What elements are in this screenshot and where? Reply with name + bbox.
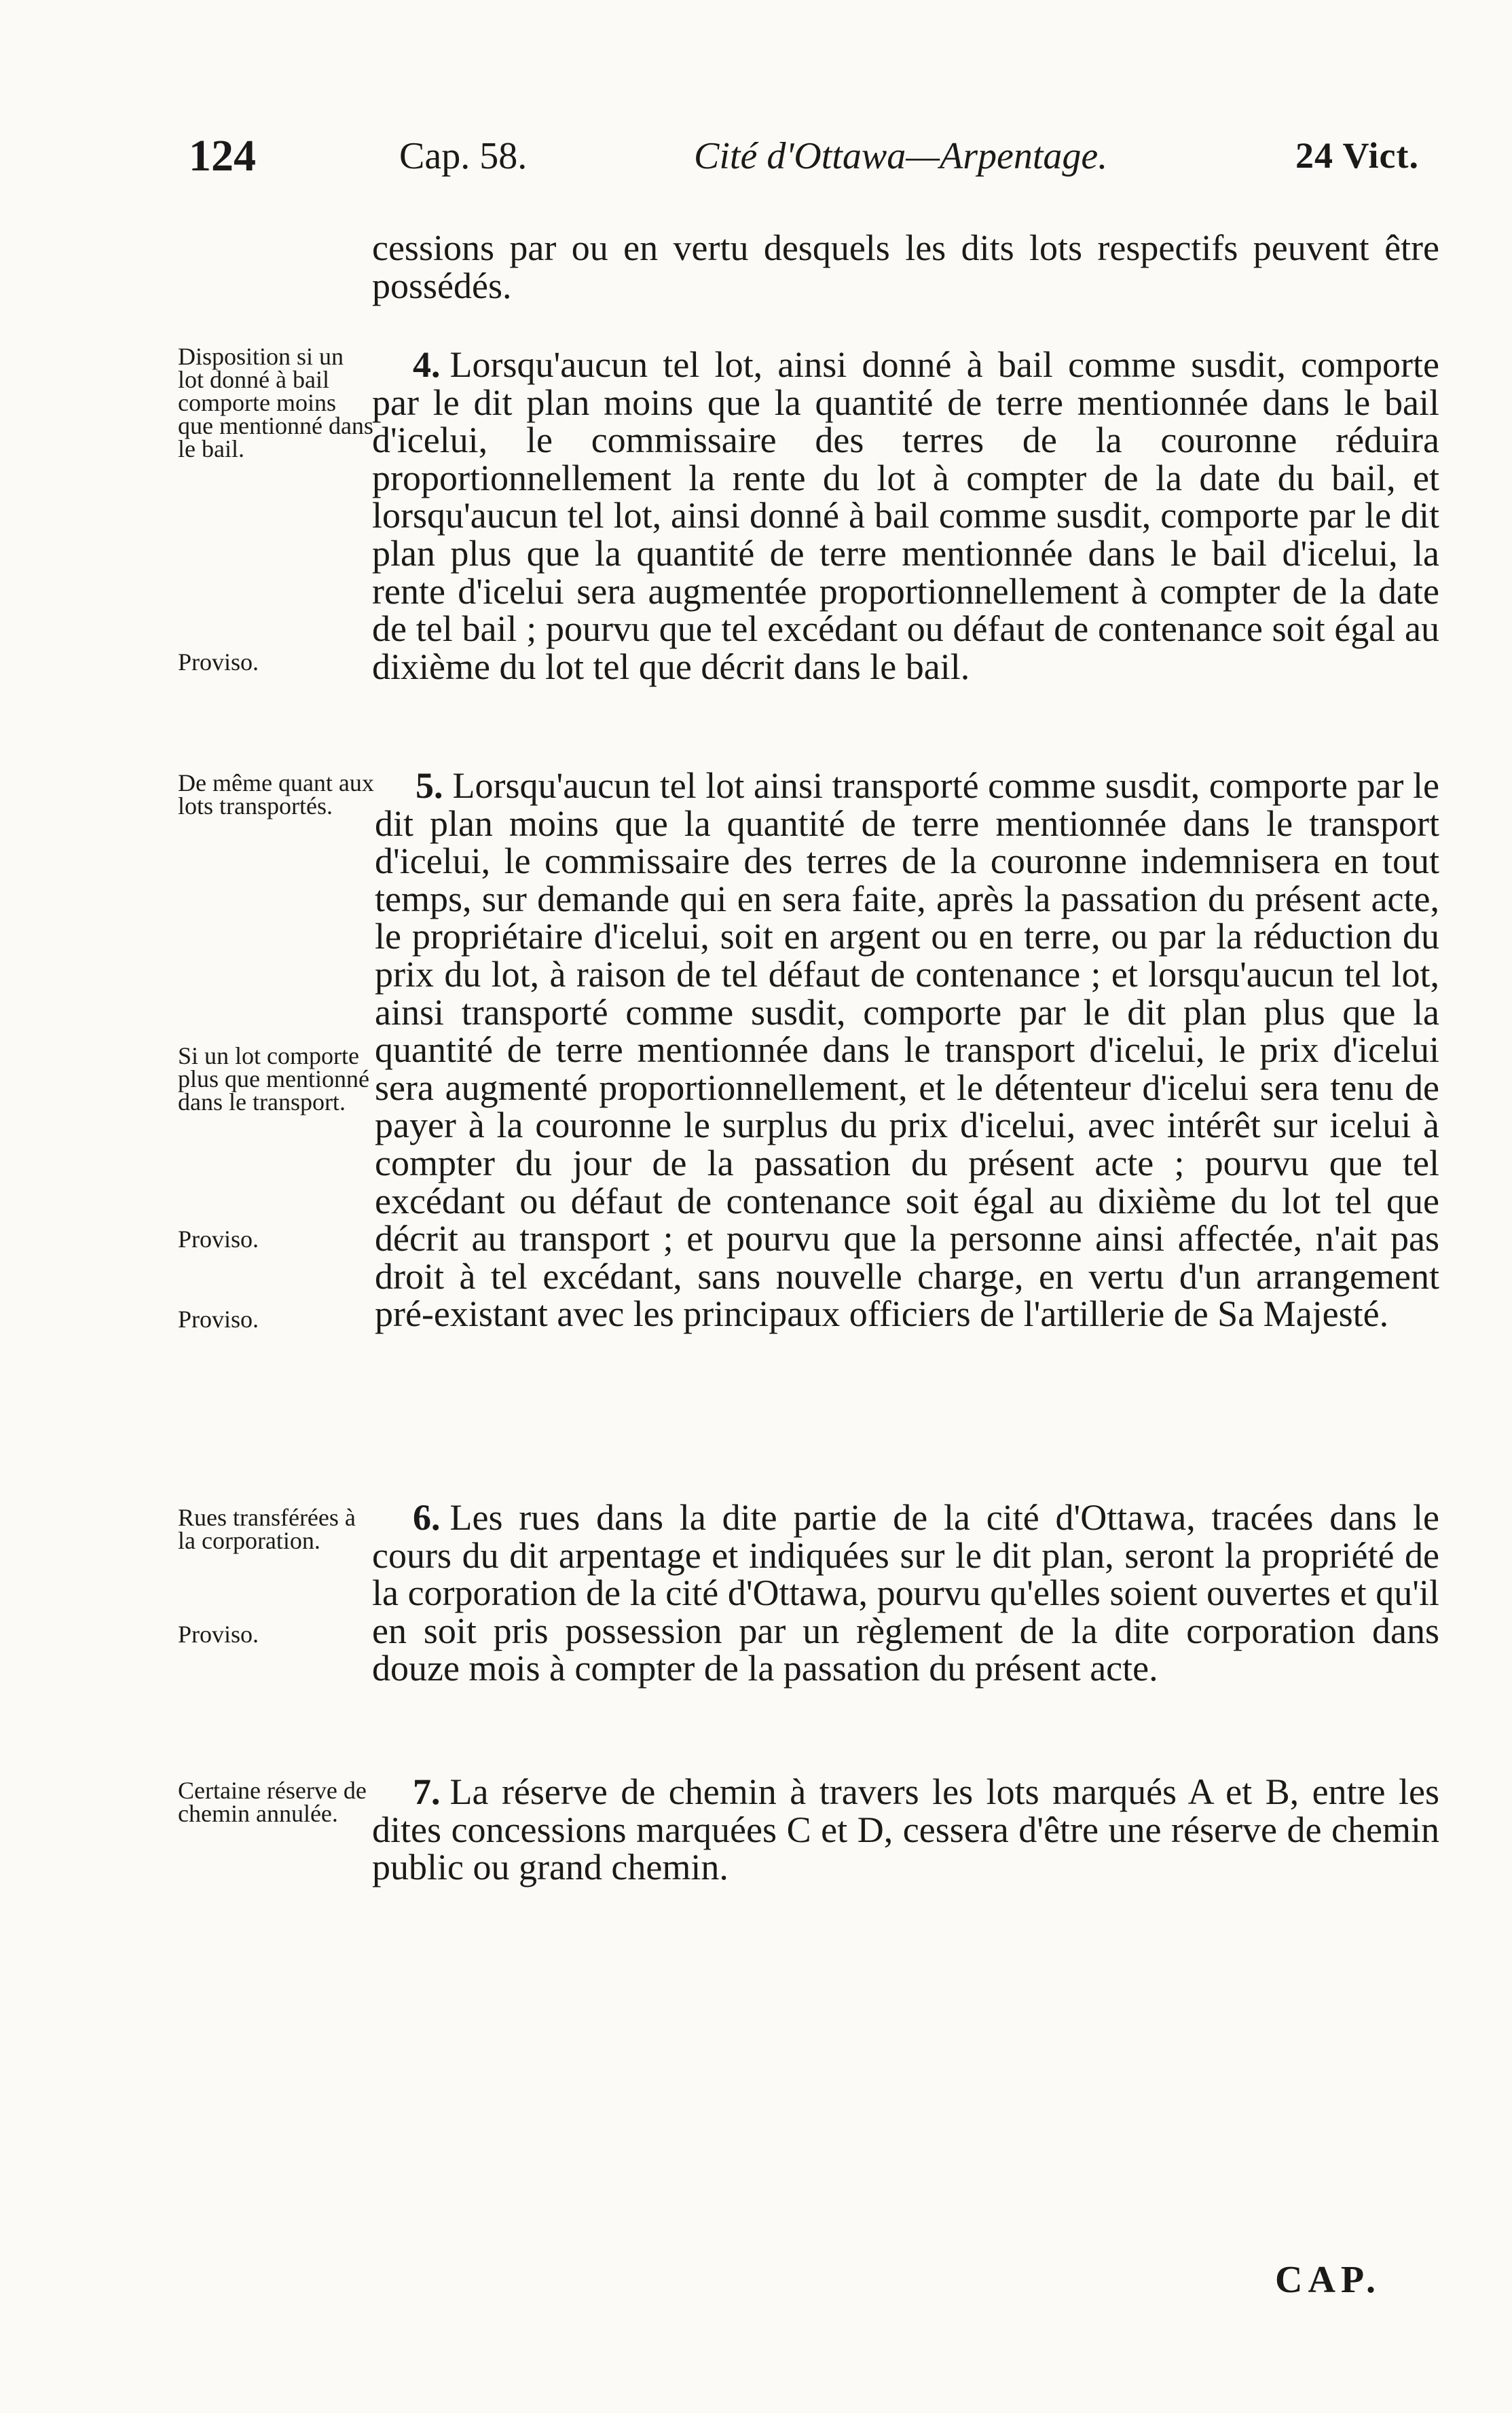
margin-note-section-5: De même quant aux lots transportés. (178, 769, 374, 819)
margin-note-section-5b: Si un lot comporte plus que mentionné dans le transport. (178, 1042, 369, 1116)
running-title: Cité d'Ottawa—Arpentage. (694, 135, 1108, 177)
section-text: La réserve de chemin à travers les lots marqués A et B, entre les dites concessions marquées C et D, cessera d'être une réserve de chemin public ou grand chemin. (372, 1771, 1439, 1888)
section-number: 5. (416, 765, 443, 806)
section-7-paragraph (372, 1773, 1439, 1887)
margin-note-section-4: Disposition si un lot donné à bail comporte moins que mentionné dans le bail. (178, 343, 373, 462)
page-number: 124 (189, 131, 256, 181)
section-5-paragraph (375, 767, 1439, 1333)
margin-note-proviso: Proviso. (178, 1226, 259, 1253)
section-number: 6. (413, 1497, 441, 1538)
section-number: 4. (413, 344, 441, 385)
regnal-year: 24 Vict. (1295, 135, 1419, 176)
catchword: CAP. (1275, 2259, 1381, 2301)
margin-note-proviso: Proviso. (178, 1621, 259, 1648)
margin-note-proviso: Proviso. (178, 1306, 259, 1333)
section-4-paragraph (372, 346, 1439, 686)
continuation-paragraph: cessions par ou en vertu desquels les dits lots respectifs peuvent être possédés. (372, 227, 1439, 306)
margin-note-section-6: Rues transférées à la corporation. (178, 1504, 356, 1554)
chapter-label: Cap. 58. (399, 135, 528, 177)
section-text: Lorsqu'aucun tel lot, ainsi donné à bail comme susdit, comporte par le dit plan moins que la quantité de terre mentionnée dans le bail d'icelui, le commissaire des terres de la couronne réduira proportionnellement la rente du lot à compter de la date du bail, et lorsqu'aucun tel lot, ainsi donné à bail comme susdit, comporte par le dit plan plus que la quantité de terre mentionnée dans le bail d'icelui, la rente d'icelui sera augmentée proportionnellement à compter de la date de tel bail ; pourvu que tel excédant ou défaut de contenance soit égal au dixième du lot tel que décrit dans le bail. (372, 344, 1439, 687)
section-number: 7. (413, 1771, 441, 1812)
section-text: Les rues dans la dite partie de la cité d'Ottawa, tracées dans le cours du dit arpentage et indiquées sur le dit plan, seront la propriété de la corporation de la cité d'Ottawa, pourvu qu'elles soient ouvertes et qu'il en soit pris possession par un règlement de la dite corporation dans douze mois à compter de la passation du présent acte. (372, 1497, 1439, 1689)
section-6-paragraph (372, 1499, 1439, 1688)
margin-note-section-7: Certaine réserve de chemin annulée. (178, 1777, 367, 1827)
section-text: Lorsqu'aucun tel lot ainsi transporté comme susdit, comporte par le dit plan moins que la quantité de terre mentionnée dans le transport d'icelui, le commissaire des terres de la couronne indemnisera en tout temps, sur demande qui en sera faite, après la passation du présent acte, le propriétaire d'icelui, soit en argent ou en terre, ou par la réduction du prix du lot, à raison de tel défaut de contenance ; et lorsqu'aucun tel lot, ainsi transporté comme susdit, comporte par le dit plan plus que la quantité de terre mentionnée dans le transport d'icelui, le prix d'icelui sera augmenté proportionnellement, et le détenteur d'icelui sera tenu de payer à la couronne le surplus du prix d'icelui, avec intérêt sur icelui à compter du jour de la passation du présent acte ; pourvu que tel excédant ou défaut de contenance soit égal au dixième du lot tel que décrit au transport ; et pourvu que la personne ainsi affectée, n'ait pas droit à tel excédant, sans nouvelle charge, en vertu d'un arrangement pré-existant avec les principaux officiers de l'artillerie de Sa Majesté. (375, 765, 1439, 1335)
margin-note-proviso: Proviso. (178, 648, 259, 676)
